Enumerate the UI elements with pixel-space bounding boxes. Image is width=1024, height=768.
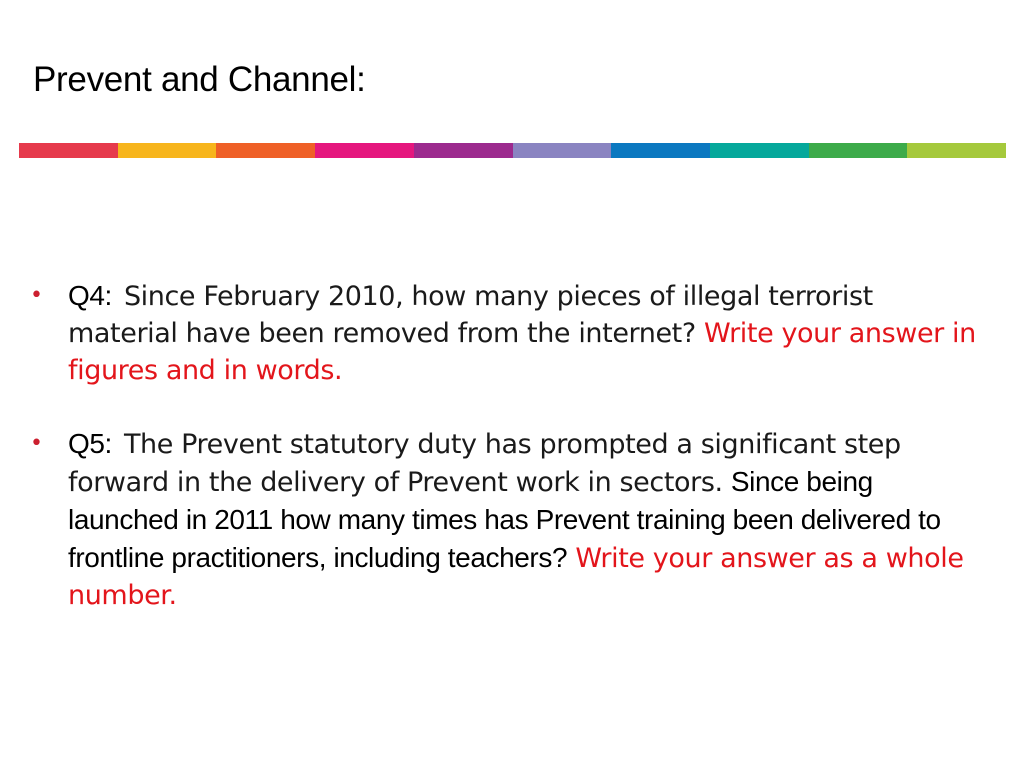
question-text: The Prevent statutory duty has prompted a significant step forward in the delivery of Prevent work in sectors.	[68, 429, 901, 498]
stripe-segment	[118, 143, 217, 158]
stripe-segment	[710, 143, 809, 158]
bullet-icon: •	[30, 283, 43, 308]
stripe-segment	[216, 143, 315, 158]
question-item-q4	[30, 277, 990, 389]
question-label: Q5:	[68, 428, 112, 459]
color-stripe	[19, 143, 1006, 158]
stripe-segment	[19, 143, 118, 158]
question-item-q5	[30, 425, 990, 614]
stripe-segment	[611, 143, 710, 158]
question-emphasis: Since being launched in 2011 how many times has Prevent training been delivered to frontline practitioners, including teachers?	[68, 466, 941, 573]
stripe-segment	[907, 143, 1006, 158]
question-label: Q4:	[68, 280, 112, 311]
question-instruction: Write your answer as a whole number.	[68, 543, 964, 611]
stripe-segment	[315, 143, 414, 158]
bullet-icon: •	[30, 431, 43, 456]
slide-title: Prevent and Channel:	[33, 60, 366, 99]
question-list	[30, 277, 990, 650]
question-instruction: Write your answer in figures and in words.	[68, 318, 976, 386]
stripe-segment	[513, 143, 612, 158]
question-text: Since February 2010, how many pieces of illegal terrorist material have been removed from the internet?	[68, 281, 873, 349]
stripe-segment	[809, 143, 908, 158]
stripe-segment	[414, 143, 513, 158]
